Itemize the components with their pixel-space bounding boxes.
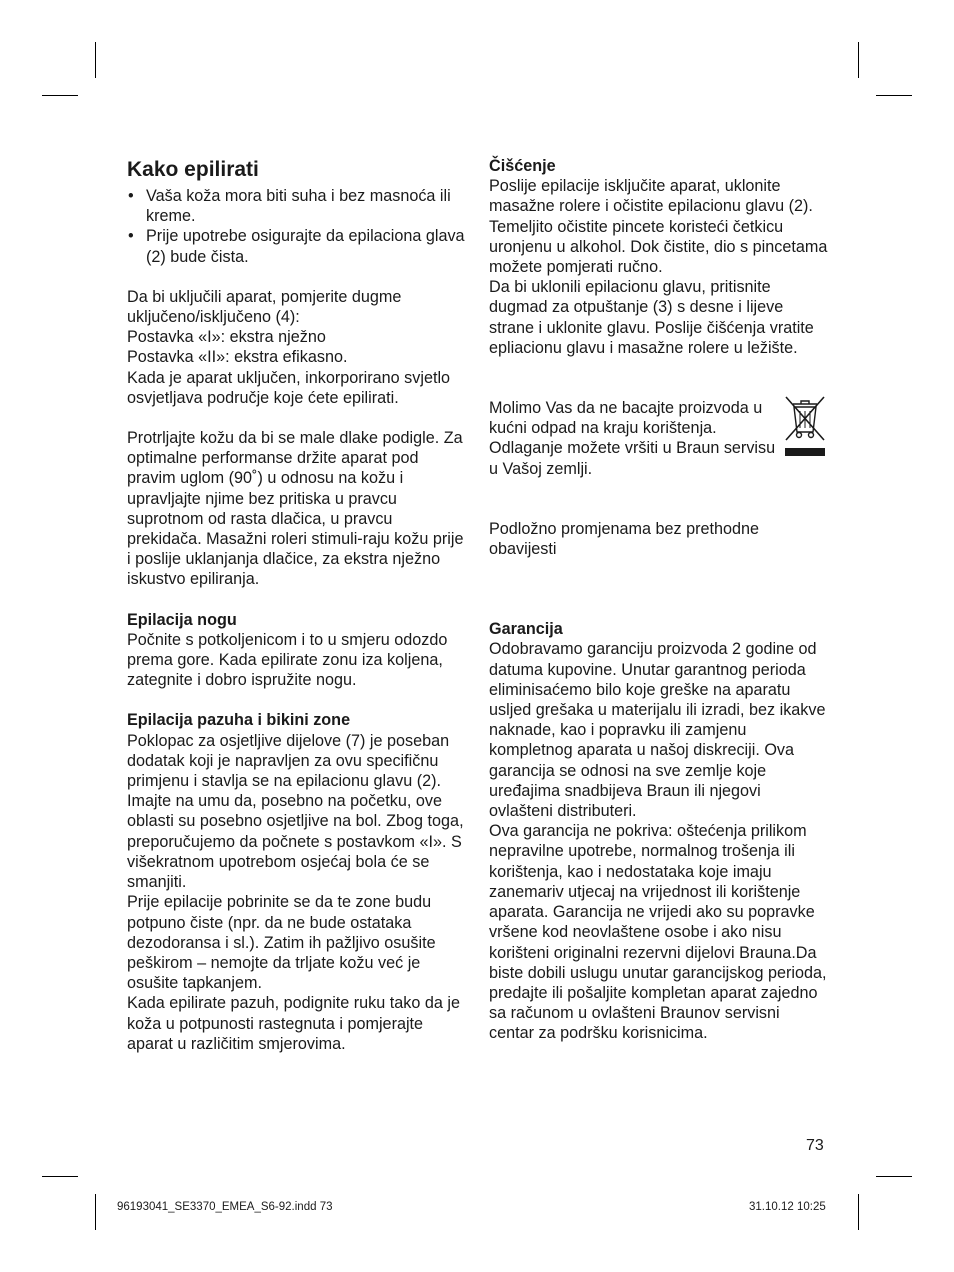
crop-mark	[95, 42, 96, 78]
crop-mark	[858, 42, 859, 78]
crop-mark	[876, 1176, 912, 1177]
cleaning-paragraph: Poslije epilacije isključite aparat, uklonite masažne rolere i očistite epilacionu glavu (2).	[489, 177, 813, 216]
setting-one: Postavka «I»: ekstra nježno	[127, 328, 326, 347]
warranty-heading: Garancija	[489, 620, 563, 639]
underarm-paragraph: Kada epilirate pazuh, podignite ruku tako da je koža u potpunosti rastegnuta i pomjerajte aparat u različitim smjerovima.	[127, 994, 460, 1053]
crop-mark	[95, 1194, 96, 1230]
bullet-list	[127, 186, 467, 267]
warranty-paragraph: Ova garancija ne pokriva: oštećenja prilikom nepravilne upotrebe, normalnog trošenja ili korištenja, kao i nedostataka koje imaju zanemariv utjecaj na vrijednost ili korištenje aparata. Garancija ne vrijedi ako su popravke vršene kod neovlaštene osobe i ako nisu korišteni originalni rezervni dijelovi Brauna.Da biste dobili uslugu unutar garancijskog perioda, predajte ili pošaljite kompletan aparat zajedno sa računom u ovlašteni Braunov servisni centar za podršku korisnicima.	[489, 822, 827, 1043]
cleaning-paragraph: Temeljito očistite pincete koristeći četkicu uronjenu u alkohol. Dok čistite, dio s pincetama možete pomjerati ručno.	[489, 217, 828, 277]
underarm-heading: Epilacija pazuha i bikini zone	[127, 711, 351, 730]
section-title: Kako epilirati	[127, 158, 259, 181]
warranty-paragraph: Odobravamo garanciju proizvoda 2 godine od datuma kupovine. Unutar garantnog perioda eliminisaćemo bilo koje greške na aparatu usljed grešaka u materijalu ili izradi, bez ikakve naknade, kao i popravku ili zamjenu kompletnog aparata u našoj diskreciji. Ova garancija se odnosi na sve zemlje koje uređajima snadbijeva Braun ili njegovi ovlašteni distributeri.	[489, 640, 826, 821]
left-column	[127, 156, 467, 1054]
switch-instruction: Da bi uključili aparat, pomjerite dugme uključeno/isključeno (4):	[127, 287, 402, 327]
footer-file-info: 96193041_SE3370_EMEA_S6-92.indd 73	[117, 1201, 333, 1213]
cleaning-heading: Čišćenje	[489, 157, 556, 175]
bullet-item: • Vaša koža mora biti suha i bez masnoća ili kreme.	[127, 186, 467, 226]
legs-text: Počnite s potkoljenicom i to u smjeru odozdo prema gore. Kada epilirate zonu iza koljena, zategnite i dobro ispružite nogu.	[127, 630, 448, 690]
crop-mark	[42, 95, 78, 96]
change-notice: Podložno promjenama bez prethodne obavijesti	[489, 519, 759, 559]
footer-date: 31.10.12 10:25	[749, 1201, 826, 1213]
right-column	[489, 156, 829, 1044]
crop-mark	[876, 95, 912, 96]
light-note: Kada je aparat uključen, inkorporirano svjetlo osvjetljava područje koje ćete epilirati.	[127, 368, 451, 407]
legs-heading: Epilacija nogu	[127, 610, 237, 629]
crop-mark	[858, 1194, 859, 1230]
underarm-paragraph: Poklopac za osjetljive dijelove (7) je poseban dodatak koji je napravljen za ovu specifičnu primjenu i stavlja se na epilacionu glavu (2).	[127, 731, 450, 791]
page-number: 73	[806, 1137, 824, 1154]
underarm-paragraph: Prije epilacije pobrinite se da te zone budu potpuno čiste (npr. da ne bude ostataka dezodoransa i sl.). Zatim ih pažljivo osušite peškirom – nemojte da trljate kožu već je osušite tapkanjem.	[127, 893, 436, 993]
crop-mark	[42, 1176, 78, 1177]
underarm-paragraph: Imajte na umu da, posebno na početku, ove oblasti su posebno osjetljive na bol. Zbog toga, preporučujemo da počnete s postavkom «I». S višekratnom upotrebom osjećaj bola će se smanjiti.	[127, 792, 464, 892]
disposal-text: Molimo Vas da ne bacajte proizvoda u kućni odpad na kraju korištenja. Odlaganje možete vršiti u Braun servisu u Vašoj zemlji.	[489, 399, 776, 478]
setting-two: Postavka «II»: ekstra efikasno.	[127, 348, 348, 367]
technique-paragraph: Protrljajte kožu da bi se male dlake podigle. Za optimalne performanse držite aparat pod pravim uglom (90˚) u odnosu na kožu i upravljajte njime bez pritiska u pravcu suprotnom od rasta dlačica, u pravcu prekidača. Masažni roleri stimuli-raju kožu prije i poslije uklanjanja dlačice, za ekstra nježno iskustvo epiliranja.	[127, 429, 464, 589]
bullet-item: • Prije upotrebe osigurajte da epilaciona glava (2) bude čista.	[127, 226, 467, 266]
cleaning-paragraph: Da bi uklonili epilacionu glavu, pritisnite dugmad za otpuštanje (3) s desne i lijeve strane i uklonite glavu. Poslije čišćenja vratite epliacionu glavu i masažne rolere u ležište.	[489, 278, 814, 357]
disposal-block	[489, 398, 829, 479]
crossed-out-wheelie-bin-icon	[783, 394, 827, 458]
